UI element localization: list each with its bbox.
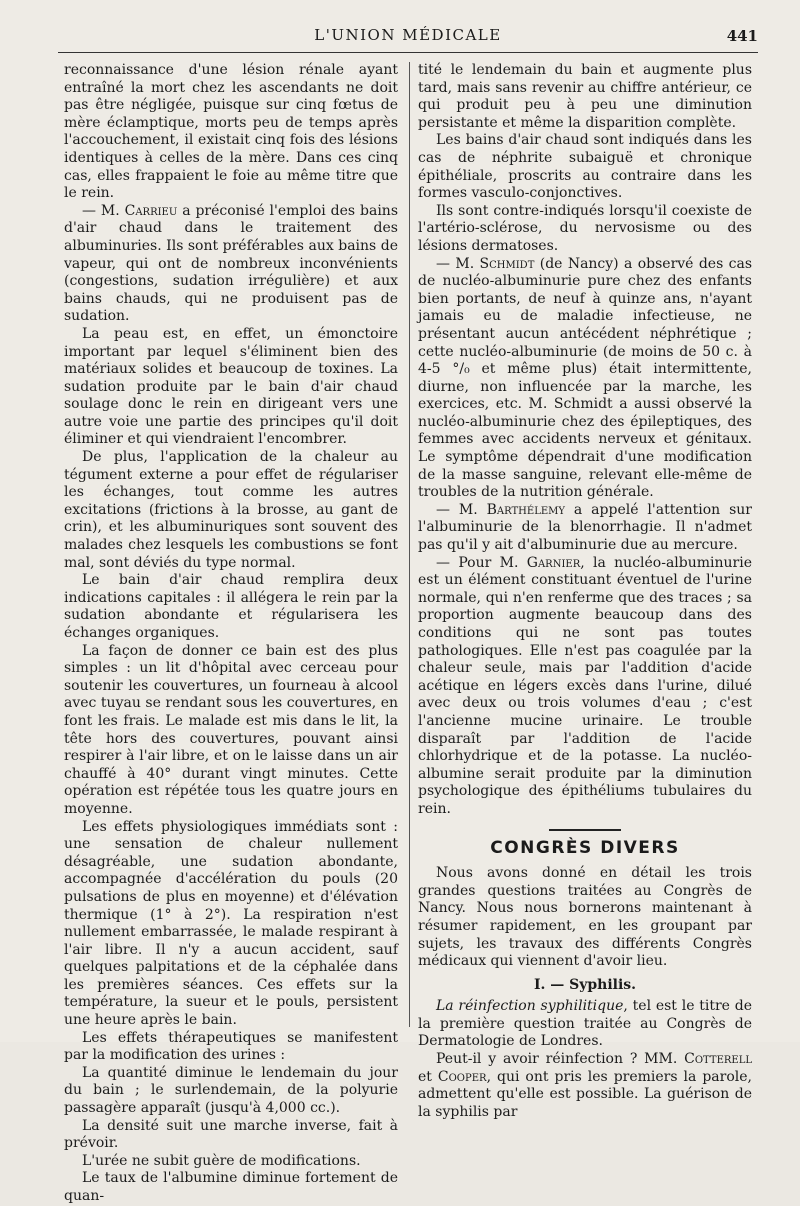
paragraph-text: et	[418, 1068, 438, 1085]
paragraph-text: a préconisé l'emploi des bains d'air chaud dans le traitement des albuminuries. Ils sont préférables aux bains de vapeur, qui ont de nombreux inconvénients (congestions, sudation irrégulière) et aux bains chauds, qui ne produisent pas de sudation.	[64, 202, 399, 325]
paragraph	[64, 203, 398, 326]
subsection-number: I. —	[533, 976, 565, 993]
paragraph-text: Peut-il y avoir réinfection ? MM.	[436, 1051, 685, 1068]
paragraph-text: a appelé l'attention sur l'albuminurie de la blenorrhagie. Il n'admet pas qu'il y ait d'albuminurie due au mercure.	[418, 501, 753, 554]
section-title: CONGRÈS DIVERS	[490, 837, 680, 858]
paragraph: La densité suit une marche inverse, fait à prévoir.	[64, 1117, 398, 1152]
paragraph-text: — M.	[82, 202, 125, 219]
paragraph-text: , qui ont pris les premiers la parole, admettent qu'elle est possible. La guérison de la syphilis par	[418, 1068, 752, 1120]
paragraph: reconnaissance d'une lésion rénale ayant entraîné la mort chez les ascendants ne doit pas être négligée, puisque sur cinq fœtus de mère éclamptique, morts peu de temps après l'accouchement, il existait cinq fois des lésions identiques à celles de la mère. Dans ces cinq cas, elles frappaient le foie au même titre que le rein.	[64, 62, 398, 202]
paragraph: Les bains d'air chaud sont indiqués dans les cas de néphrite subaiguë et chronique épithéliale, proscrits au contraire dans les formes vasculo-conjonctives.	[418, 132, 752, 202]
header-rule	[58, 52, 758, 53]
author-name: Cooper	[437, 1068, 487, 1085]
paragraph-text: — Pour M.	[436, 554, 527, 571]
paragraph: De plus, l'application de la chaleur au tégument externe a pour effet de régulariser les échanges, tout comme les autres excitations (frictions à la brosse, au gant de crin), et les albuminuriques sont souvent des malades chez lesquels les combustions se font mal, sont déviés du type normal.	[64, 449, 398, 571]
paragraph	[418, 256, 752, 502]
author-name: Carrieu	[124, 202, 178, 219]
right-column-paragraphs	[418, 62, 752, 819]
author-name: Garnier	[526, 554, 581, 571]
paragraph: tité le lendemain du bain et augmente plus tard, mais sans revenir au chiffre antérieur, ce qui produit peu à peu une diminution persistante et même la disparition complète.	[418, 62, 752, 131]
paragraph: La quantité diminue le lendemain du jour du bain ; le surlendemain, de la polyurie passagère apparaît (jusqu'à 4,000 cc.).	[64, 1064, 398, 1117]
author-name: Barthélemy	[486, 501, 565, 518]
paragraph: Les effets physiologiques immédiats sont : une sensation de chaleur nullement désagréable, une sudation abondante, accompagnée d'accélération du pouls (20 pulsations de plus en moyenne) et d'élévation thermique (1° à 2°). La respiration n'est nullement embarrassée, le malade respirant à l'air libre. Il n'y a aucun accident, sauf quelques palpitations et de la céphalée dans les premières séances. Ces effets sur la température, la sueur et le pouls, persistent une heure après le bain.	[64, 818, 398, 1029]
subsection-heading	[418, 977, 752, 995]
paragraph	[418, 555, 752, 819]
section-intro: Nous avons donné en détail les trois grandes questions traitées au Congrès de Nancy. Nous nous bornerons maintenant à résumer rapidement, en les groupant par sujets, les travaux des différents Congrès médicaux qui viennent d'avoir lieu.	[418, 865, 752, 970]
paragraph-text: , la nucléo-albuminurie est un élément constituant éventuel de l'urine normale, qui n'en renferme que des traces ; sa proportion augmente beaucoup dans des conditions qui ne sont pas toutes pathologiques. Elle n'est pas coagulée par la chaleur seule, mais par l'addition d'acide acétique en légers excès dans l'urine, dilué avec deux ou trois volumes d'eau ; c'est l'ancienne mucine urinaire. Le trouble disparaît par l'addition de l'acide chlorhydrique et de la potasse. La nucléo-albumine serait produite par la diminution psychologique des épithéliums tubulaires du rein.	[418, 554, 752, 817]
journal-title: L'UNION MÉDICALE	[314, 26, 502, 44]
paragraph: Ils sont contre-indiqués lorsqu'il coexiste de l'artério-sclérose, du nervosisme ou des lésions dermatoses.	[418, 202, 752, 254]
paragraph: La peau est, en effet, un émonctoire important par lequel s'éliminent bien des matériaux solides et beaucoup de toxines. La sudation produite par le bain d'air chaud soulage donc le rein en dirigeant vers une autre voie une partie des principes qu'il doit éliminer et qui viendraient l'encombrer.	[64, 325, 398, 448]
paragraph-text: , tel est le titre de la première question traitée au Congrès de Dermatologie de Londres.	[418, 998, 752, 1050]
page-number: 441	[726, 27, 758, 45]
running-header	[58, 26, 758, 52]
subsection-title: Syphilis.	[569, 976, 637, 993]
section-paragraph	[418, 998, 752, 1051]
italic-title: La réinfection syphilitique	[436, 998, 624, 1015]
section-rule	[549, 829, 621, 831]
paragraph-text: — M.	[436, 255, 480, 272]
paragraph: L'urée ne subit guère de modifications.	[82, 1152, 361, 1169]
paragraph: Le bain d'air chaud remplira deux indications capitales : il allégera le rein par la sudation abondante et régularisera les échanges organiques.	[64, 572, 398, 641]
paragraph: La façon de donner ce bain est des plus simples : un lit d'hôpital avec cerceau pour soutenir les couvertures, un fourneau à alcool avec tuyau se rendant sous les couvertures, en font les frais. Le malade est mis dans le lit, la tête hors des couvertures, pouvant ainsi respirer à l'air libre, et on le laisse dans un air chauffé à 40° durant vingt minutes. Cette opération est répétée tous les quatre jours en moyenne.	[64, 642, 398, 817]
section-paragraph	[418, 1051, 752, 1121]
paragraph-text: (de Nancy) a observé des cas de nucléo-albuminurie pure chez des enfants bien portants, de neuf à quinze ans, n'ayant jamais eu de maladie infectieuse, ne présentant aucun antécédent néphrétique ; cette nucléo-albuminurie (de moins de 50 c. à 4-5 °/₀ et même plus) était intermittente, diurne, non influencée par la marche, les exercices, etc. M. Schmidt a aussi observé la nucléo-albuminurie chez des épileptiques, des femmes avec accidents nerveux et génitaux. Le symptôme dépendrait d'une modification de la masse sanguine, relevant elle-même de troubles de la nutrition générale.	[418, 255, 753, 501]
paragraph	[418, 502, 752, 555]
left-column	[64, 62, 398, 1206]
column-divider	[409, 62, 410, 1027]
paragraph: Les effets thérapeutiques se manifestent par la modification des urines :	[64, 1029, 398, 1064]
author-name: Schmidt	[479, 255, 535, 272]
paragraph-text: — M.	[436, 501, 487, 518]
author-name: Cotterell	[684, 1051, 752, 1068]
right-column	[418, 62, 752, 1121]
paragraph: Le taux de l'albumine diminue fortement de quan-	[64, 1170, 398, 1204]
